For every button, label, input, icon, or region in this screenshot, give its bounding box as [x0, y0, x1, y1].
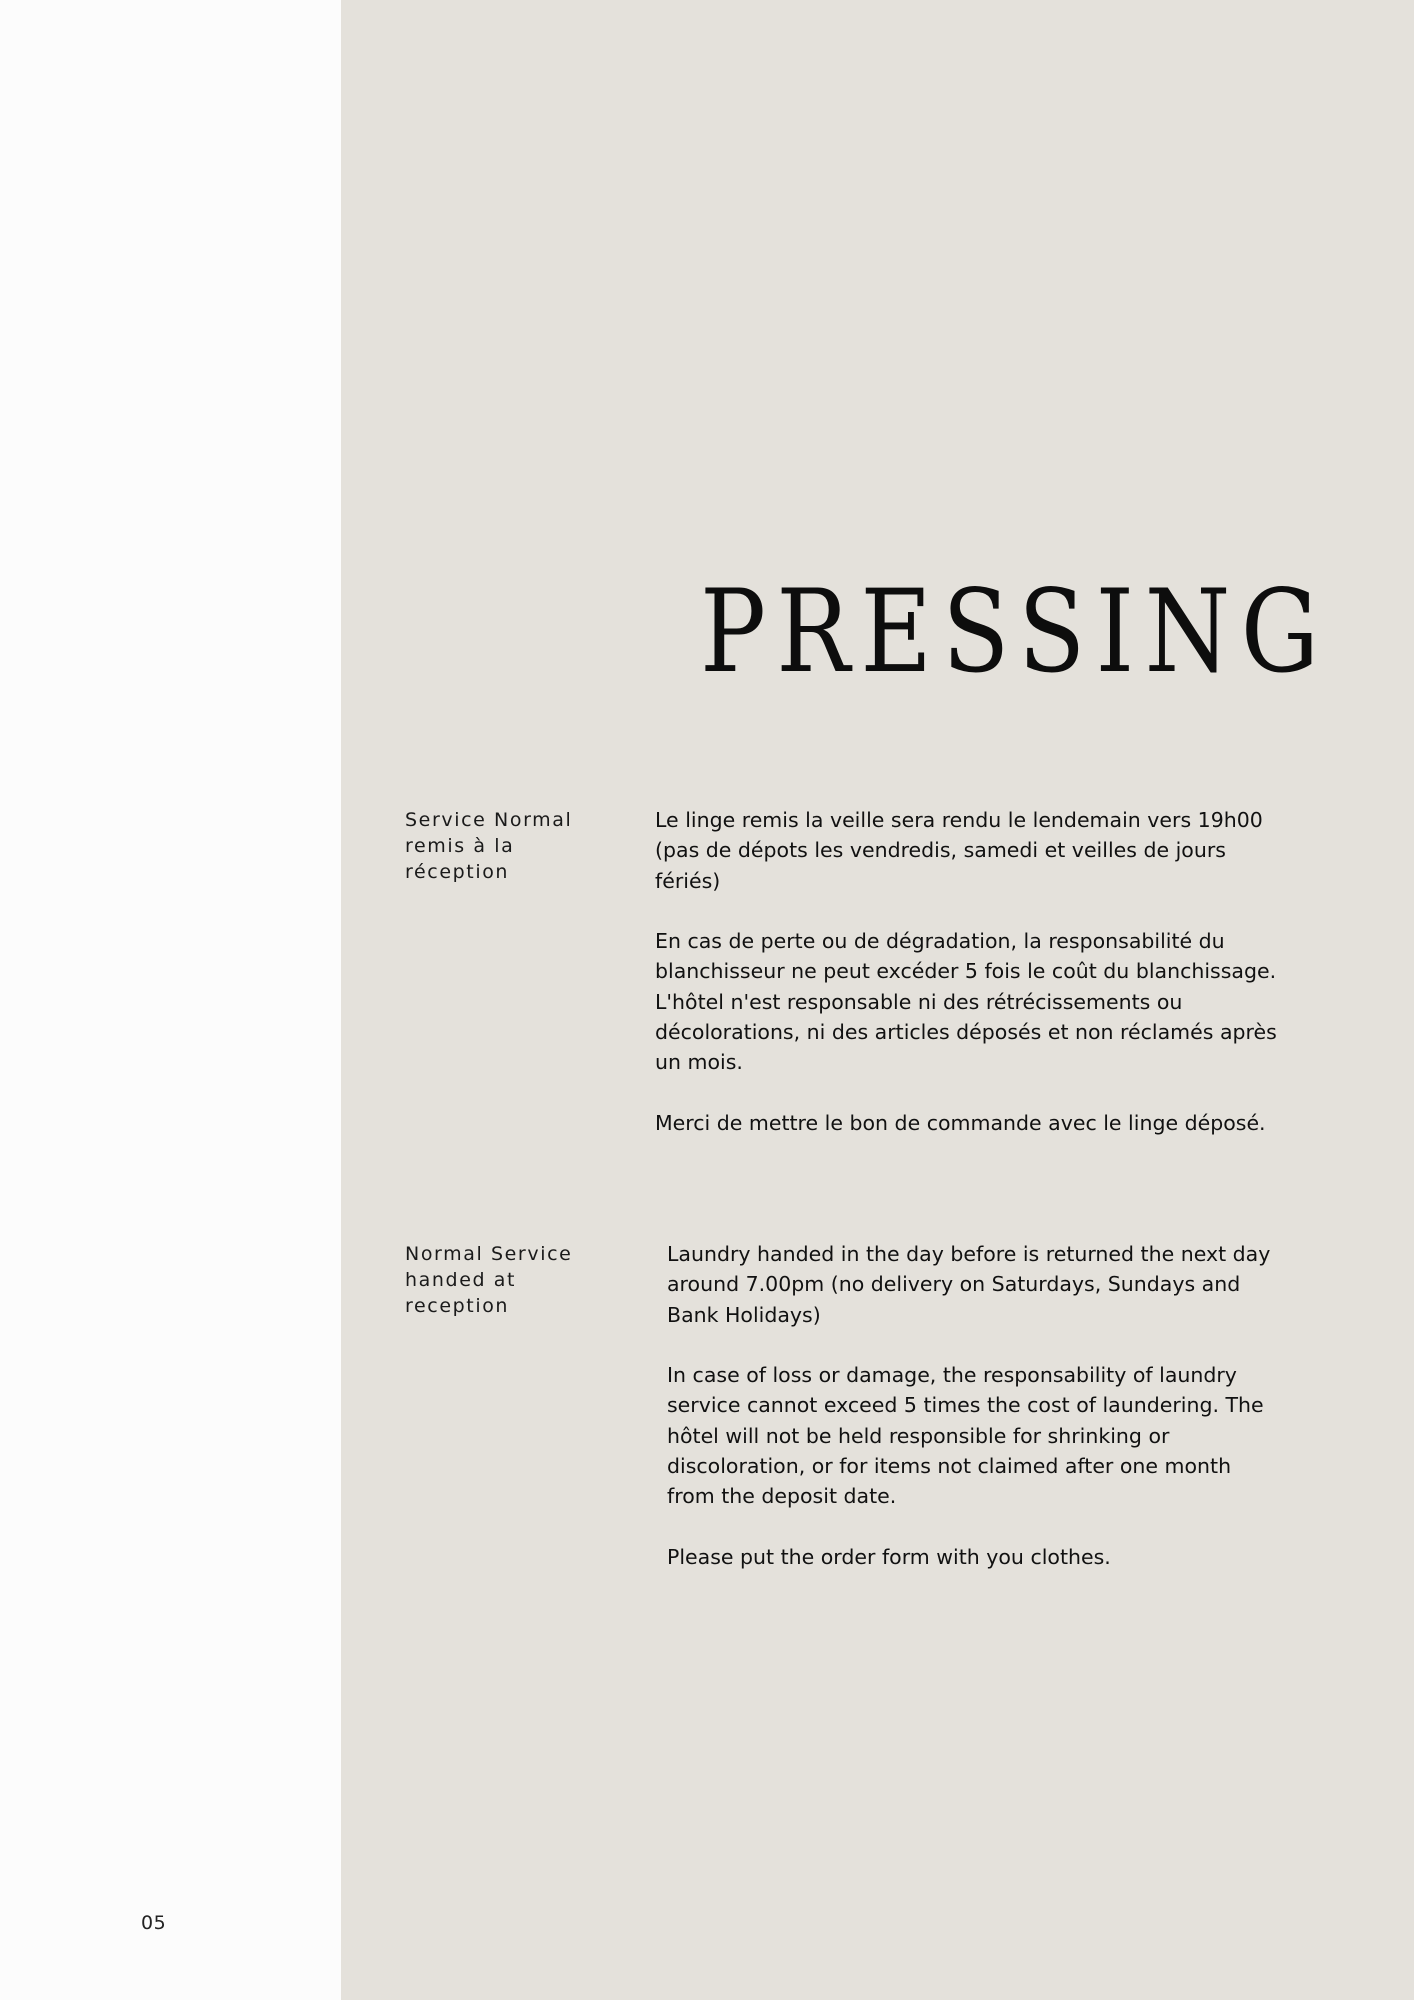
paragraph: Please put the order form with you clothes.: [667, 1544, 1111, 1569]
page-title: PRESSING: [700, 565, 1330, 698]
section-label-fr: Service Normal remis à la réception: [405, 809, 573, 883]
left-margin-column: [0, 0, 341, 2000]
paragraph: En cas de perte ou de dégradation, la responsabilité du blanchisseur ne peut excéder 5 fois le coût du blanchissage. L'hôtel n'est responsable ni des rétrécissements ou décolorations, ni des articles déposés et non réclamés après un mois.: [655, 929, 1277, 1075]
section-body-fr: [655, 805, 1280, 1138]
section-label-en: Normal Service handed at reception: [405, 1243, 573, 1317]
paragraph: Merci de mettre le bon de commande avec le linge déposé.: [655, 1110, 1266, 1135]
section-body-en: [667, 1239, 1280, 1572]
page-number: 05: [141, 1912, 167, 1934]
paragraph: In case of loss or damage, the responsability of laundry service cannot exceed 5 times the cost of laundering. The hôtel will not be held responsible for shrinking or discoloration, or for items not claimed after one month from the deposit date.: [667, 1363, 1264, 1509]
paragraph: Le linge remis la veille sera rendu le lendemain vers 19h00 (pas de dépots les vendredis, samedi et veilles de jours fériés): [655, 808, 1263, 893]
paragraph: Laundry handed in the day before is returned the next day around 7.00pm (no delivery on Saturdays, Sundays and Bank Holidays): [667, 1242, 1271, 1327]
